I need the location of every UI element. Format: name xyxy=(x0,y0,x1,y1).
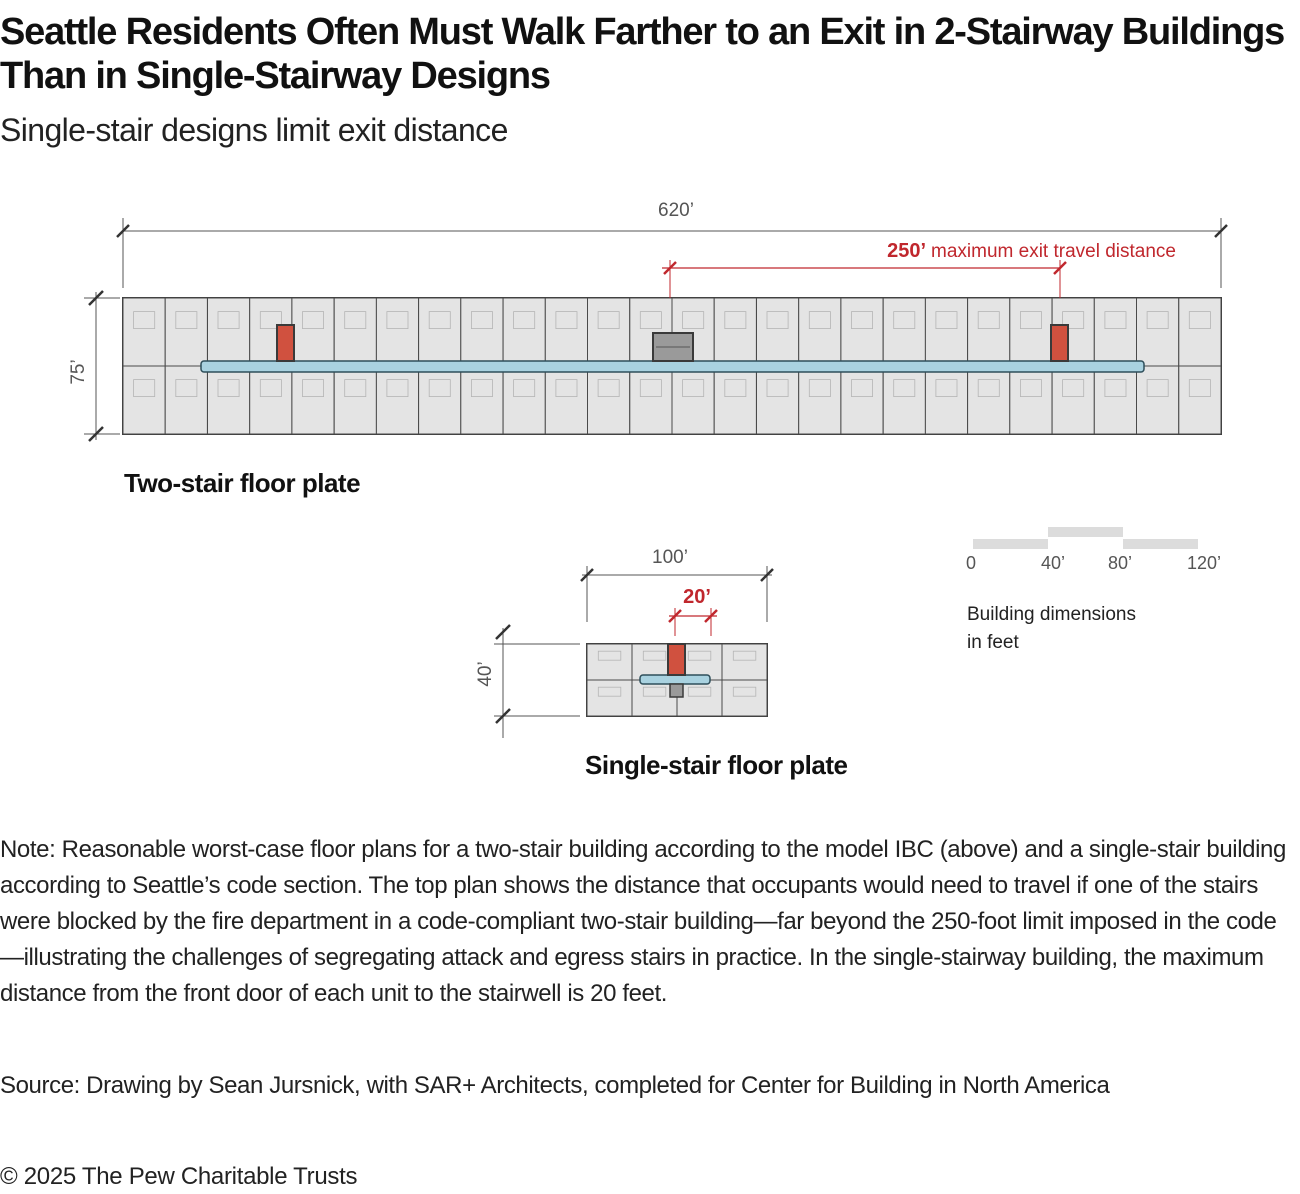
scale-tick-40: 40’ xyxy=(1040,553,1066,573)
unit-cell xyxy=(587,644,632,680)
copyright-text: © 2025 The Pew Charitable Trusts xyxy=(0,1163,358,1190)
two-stair-plan xyxy=(123,298,1221,434)
unit-row-bottom xyxy=(123,366,1221,434)
dimension-100 xyxy=(581,547,773,622)
unit-cell xyxy=(925,298,967,366)
scale-segment-3 xyxy=(1123,539,1198,549)
travel-distance-20-label: 20’ xyxy=(683,586,711,608)
scale-tick-0: 0 xyxy=(965,553,977,573)
unit-cell xyxy=(968,298,1010,366)
unit-cell xyxy=(123,366,165,434)
single-elevator xyxy=(670,684,683,697)
unit-cell xyxy=(1179,366,1221,434)
travel-distance-250-caption: maximum exit travel distance xyxy=(931,241,1176,262)
page-title: Seattle Residents Often Must Walk Farther to an Exit in 2-Stairway Buildings Than in Single-Stairway Designs xyxy=(0,11,1285,97)
unit-cell xyxy=(925,366,967,434)
unit-cell xyxy=(419,366,461,434)
unit-cell xyxy=(292,366,334,434)
unit-cell xyxy=(587,680,632,716)
unit-cell xyxy=(722,644,767,680)
scale-caption-line1: Building dimensions xyxy=(967,604,1136,625)
unit-cell xyxy=(419,298,461,366)
unit-cell xyxy=(165,298,207,366)
unit-cell xyxy=(883,298,925,366)
stair-left xyxy=(277,325,294,361)
dimension-40 xyxy=(475,625,580,738)
note-text: Note: Reasonable worst-case floor plans for a two-stair building according to the model IBC (above) and a single-stair building according to Seattle’s code section. The top plan shows the distance that occupants would need to travel if one of the stairs were blocked by the fire department in a code-compliant two-stair building—far beyond the 250-foot limit imposed in the code—illustrating the challenges of segregating attack and egress stairs in practice. In the single-stairway building, the maximum distance from the front door of each unit to the stairwell is 20 feet. xyxy=(0,836,1286,1007)
unit-cell xyxy=(545,298,587,366)
dimension-75-label: 75’ xyxy=(68,359,89,385)
unit-cell xyxy=(1094,298,1136,366)
unit-cell xyxy=(714,366,756,434)
single-corridor xyxy=(640,675,710,684)
floor-plate-diagram xyxy=(0,190,1300,800)
unit-cell xyxy=(968,366,1010,434)
dimension-100-label: 100’ xyxy=(652,547,688,568)
scale-bar xyxy=(966,527,1221,653)
unit-cell xyxy=(1137,298,1179,366)
scale-tick-80: 80’ xyxy=(1107,553,1133,573)
unit-cell xyxy=(208,298,250,366)
scale-tick-120: 120’ xyxy=(1186,553,1222,573)
unit-cell xyxy=(757,298,799,366)
unit-cell xyxy=(461,366,503,434)
source-text: Source: Drawing by Sean Jursnick, with SAR+ Architects, completed for Center for Building in North America xyxy=(0,1072,1110,1099)
page-subtitle: Single-stair designs limit exit distance xyxy=(0,112,508,148)
unit-cell xyxy=(722,680,767,716)
unit-cell xyxy=(503,366,545,434)
unit-cell xyxy=(376,298,418,366)
unit-cell xyxy=(334,298,376,366)
dimension-40-label: 40’ xyxy=(475,661,496,687)
scale-segment-2 xyxy=(1048,527,1123,537)
unit-cell xyxy=(123,298,165,366)
unit-cell xyxy=(1010,366,1052,434)
stair-right xyxy=(1051,325,1068,361)
travel-distance-250-value: 250’ xyxy=(887,240,927,262)
unit-cell xyxy=(503,298,545,366)
unit-cell xyxy=(1010,298,1052,366)
unit-cell xyxy=(165,366,207,434)
unit-cell xyxy=(883,366,925,434)
unit-cell xyxy=(757,366,799,434)
scale-caption-line2: in feet xyxy=(967,632,1019,653)
unit-cell xyxy=(714,298,756,366)
unit-cell xyxy=(1137,366,1179,434)
unit-cell xyxy=(588,366,630,434)
dimension-75 xyxy=(68,291,120,441)
travel-distance-20 xyxy=(669,586,717,636)
unit-cell xyxy=(208,366,250,434)
unit-cell xyxy=(250,366,292,434)
unit-cell xyxy=(588,298,630,366)
dimension-620-label: 620’ xyxy=(658,200,694,221)
unit-cell xyxy=(841,298,883,366)
single-stair-plan xyxy=(587,644,767,716)
unit-cell xyxy=(334,366,376,434)
travel-distance-250-label xyxy=(887,240,1176,262)
corridor xyxy=(201,361,1144,372)
unit-cell xyxy=(1052,366,1094,434)
unit-cell xyxy=(461,298,503,366)
unit-cell xyxy=(545,366,587,434)
single-stair-label: Single-stair floor plate xyxy=(585,750,848,780)
unit-cell xyxy=(292,298,334,366)
unit-cell xyxy=(630,366,672,434)
unit-cell xyxy=(672,366,714,434)
single-stair xyxy=(668,644,685,675)
unit-cell xyxy=(799,366,841,434)
travel-distance-250 xyxy=(662,240,1176,298)
scale-segment-1 xyxy=(973,539,1048,549)
unit-cell xyxy=(376,366,418,434)
unit-cell xyxy=(1179,298,1221,366)
unit-cell xyxy=(1094,366,1136,434)
unit-cell xyxy=(841,366,883,434)
two-stair-label: Two-stair floor plate xyxy=(124,468,361,498)
unit-cell xyxy=(799,298,841,366)
